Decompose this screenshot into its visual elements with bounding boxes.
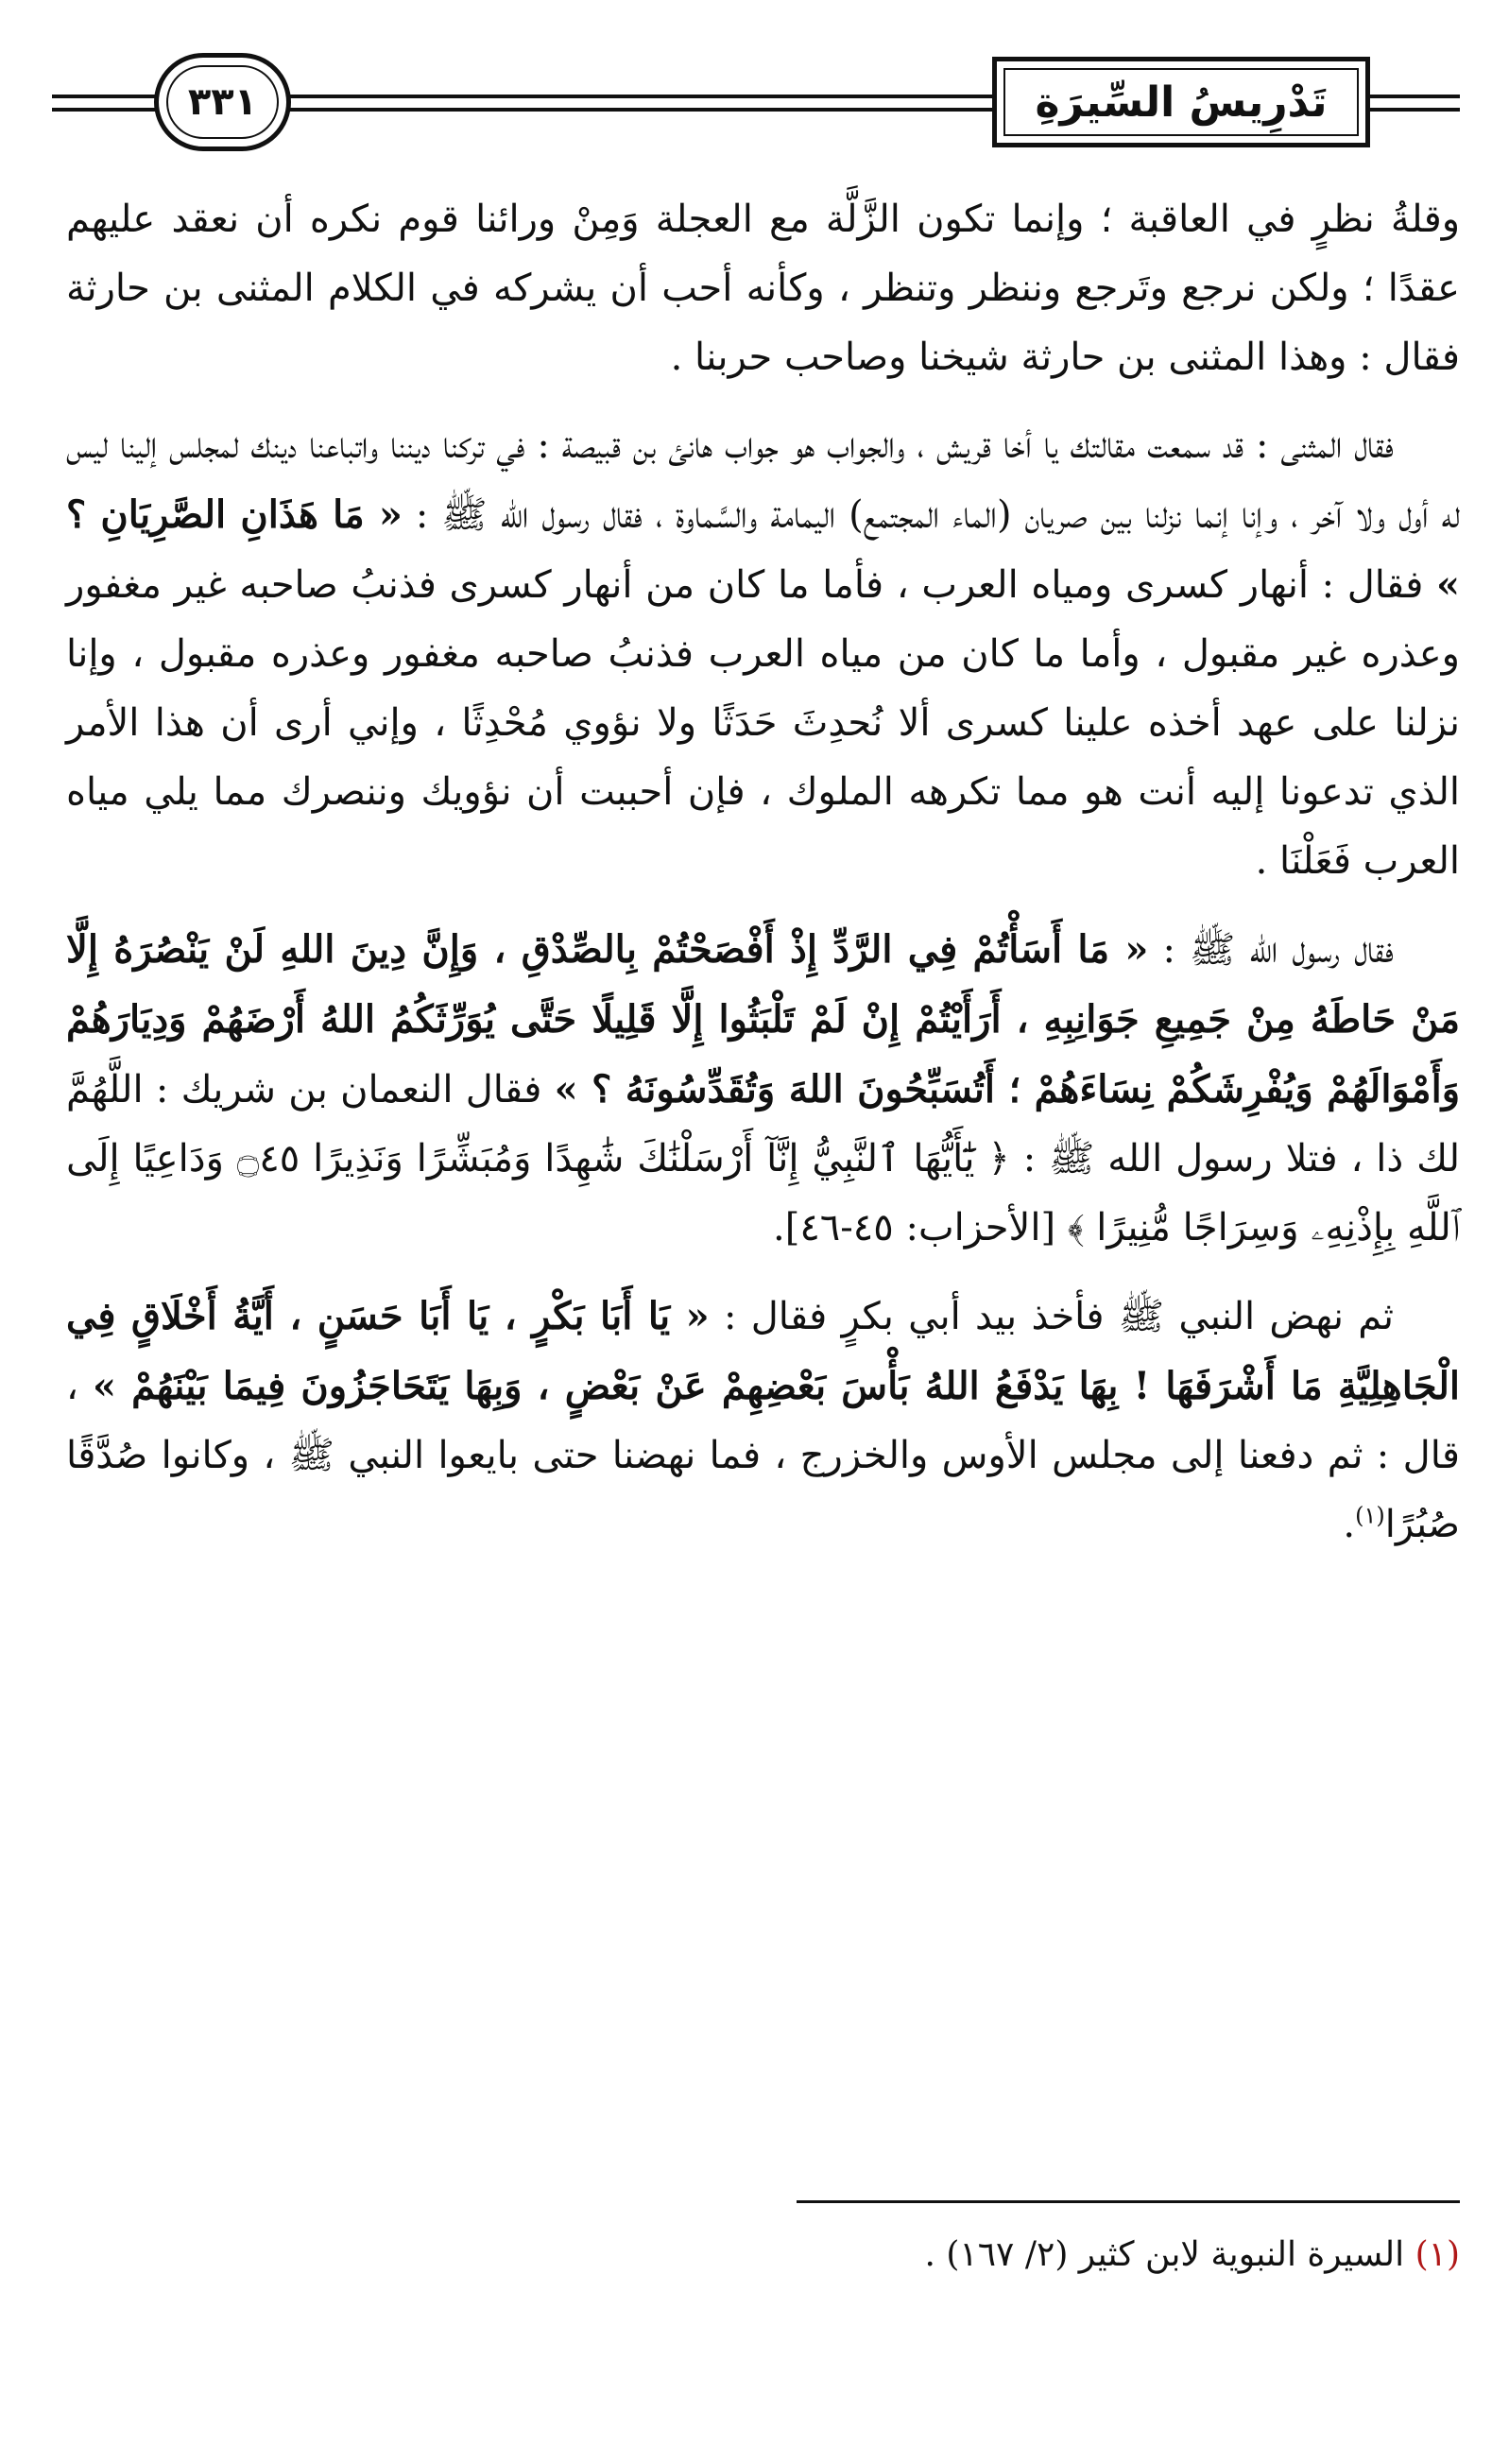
paragraph-4 xyxy=(66,1282,1460,1559)
verse-reference: [الأحزاب: ٤٥-٤٦]. xyxy=(772,1206,1056,1249)
paragraph-3 xyxy=(66,915,1460,1263)
header-rule xyxy=(52,108,161,112)
header-rule xyxy=(283,95,997,98)
paragraph-2 xyxy=(66,411,1460,896)
paragraph-1-line-1: وقلةُ نظرٍ في العاقبة ؛ وإنما تكون الزَّلَّة مع العجلة وَمِنْ ورائنا قوم نكره أن نعقد xyxy=(171,198,1461,241)
paragraph-1 xyxy=(66,185,1460,392)
paragraph-4-end: . xyxy=(1343,1503,1356,1546)
paragraph-3-text: فقال رسول الله ﷺ : xyxy=(1162,928,1395,972)
header-rule xyxy=(1361,95,1460,98)
paragraph-1-line-2: عليهم عقدًا ؛ ولكن نرجع وتَرجع وننظر وتنظر ، وكأنه أحب أن يشركه في الكلام xyxy=(66,198,1460,310)
page-header xyxy=(52,45,1460,159)
paragraph-4-text: ثم نهض النبي ﷺ فأخذ بيد أبي بكرٍ فقال : xyxy=(723,1295,1395,1338)
paragraph-3-text: فقال النعمان بن شريك : اللَّهُمَّ لك ذا ، فتلا رسول الله ﷺ : xyxy=(66,1068,1461,1180)
paragraph-4-text: ، قال : ثم دفعنا إلى مجلس الأوس والخزرج ، فما نهضنا حتى بايعوا النبي ﷺ ، وكانوا صُدَّقًا صُبُرًا xyxy=(66,1365,1460,1546)
running-title-badge xyxy=(992,57,1370,147)
page-number-badge xyxy=(154,53,291,151)
running-title: تَدْرِيسُ السِّيرَةِ xyxy=(1003,68,1359,136)
page-number: ٣٣١ xyxy=(166,65,279,139)
header-rule xyxy=(52,95,161,98)
footnote-reference: (١) xyxy=(1355,1502,1385,1529)
footnote xyxy=(66,2227,1460,2283)
paragraph-2-text: فقال المثنى : قد سمعت مقالتك يا أخا قريش ، والجواب هو جواب هانئ بن قبيصة : في تركنا ديننا واتباعنا دينك لمجلس إلينا ليس له أول ولا آخر ، وإنا إنما نزلنا بين صريان (الماء المجتمع) اليمامة والسَّماوة ، فقال رسول الله ﷺ : xyxy=(66,423,1460,537)
hadith-quote: « يَا أَبَا بَكْرٍ ، يَا أَبَا حَسَنٍ ، أَيَّةُ أَخْلَاقٍ فِي الْجَاهِلِيَّةِ مَا أَشْرَفَهَا ! بِهَا يَدْفَعُ اللهُ بَأْسَ بَعْضِهِمْ عَنْ بَعْضٍ ، وَبِهَا يَتَحَاجَزُونَ فِيمَا بَيْنَهُمْ » xyxy=(66,1294,1461,1408)
hadith-quote: « مَا هَذَانِ الصَّرِيَانِ ؟ » xyxy=(66,492,1461,607)
main-text xyxy=(66,185,1460,1578)
footnote-text: السيرة النبوية لابن كثير (٢/ ١٦٧) . xyxy=(924,2235,1405,2274)
paragraph-1-line-3: المثنى بن حارثة فقال : وهذا المثنى بن حارثة شيخنا وصاحب حربنا . xyxy=(66,267,1460,379)
header-rule xyxy=(283,108,997,112)
header-rule xyxy=(1361,108,1460,112)
footnote-mark: (١) xyxy=(1415,2235,1460,2274)
footnote-divider xyxy=(797,2200,1460,2203)
quran-verse: ﴿ يَٰٓأَيُّهَا ٱلنَّبِيُّ إِنَّآ أَرْسَلْنَٰكَ شَٰهِدًا وَمُبَشِّرًا وَنَذِيرًا ۝٤٥ وَدَاعِيًا إِلَى ٱللَّهِ بِإِذْنِهِۦ وَسِرَاجًا مُّنِيرًا ﴾ xyxy=(66,1137,1460,1249)
paragraph-2-text: فقال : أنهار كسرى ومياه العرب ، فأما ما كان من أنهار كسرى فذنبُ صاحبه غير مغفور وعذره غير مقبول ، وأما ما كان من مياه العرب فذنبُ صاحبه مغفور وعذره مقبول ، وإنا نزلنا على عهد أخذه علينا كسرى ألا نُحدِثَ حَدَثًا ولا نؤوي مُحْدِثًا ، وإني أرى أن هذا الأمر الذي تدعونا إليه أنت هو مما تكرهه الملوك ، فإن أحببت أن نؤويك وننصرك مما يلي مياه العرب فَعَلْنَا . xyxy=(66,563,1460,883)
hadith-quote: « مَا أَسَأْتُمْ فِي الرَّدِّ إِذْ أَفْصَحْتُمْ بِالصِّدْقِ ، وَإِنَّ دِينَ اللهِ لَنْ يَنْصُرَهُ إِلَّا مَنْ حَاطَهُ مِنْ جَمِيعِ جَوَانِبِهِ ، أَرَأَيْتُمْ إِنْ لَمْ تَلْبَثُوا إِلَّا قَلِيلًا حَتَّى يُوَرِّثَكُمُ اللهُ أَرْضَهُمْ وَدِيَارَهُمْ وَأَمْوَالَهُمْ وَيُفْرِشَكُمْ نِسَاءَهُمْ ؛ أَتُسَبِّحُونَ اللهَ وَتُقَدِّسُونَهُ ؟ » xyxy=(66,927,1461,1111)
